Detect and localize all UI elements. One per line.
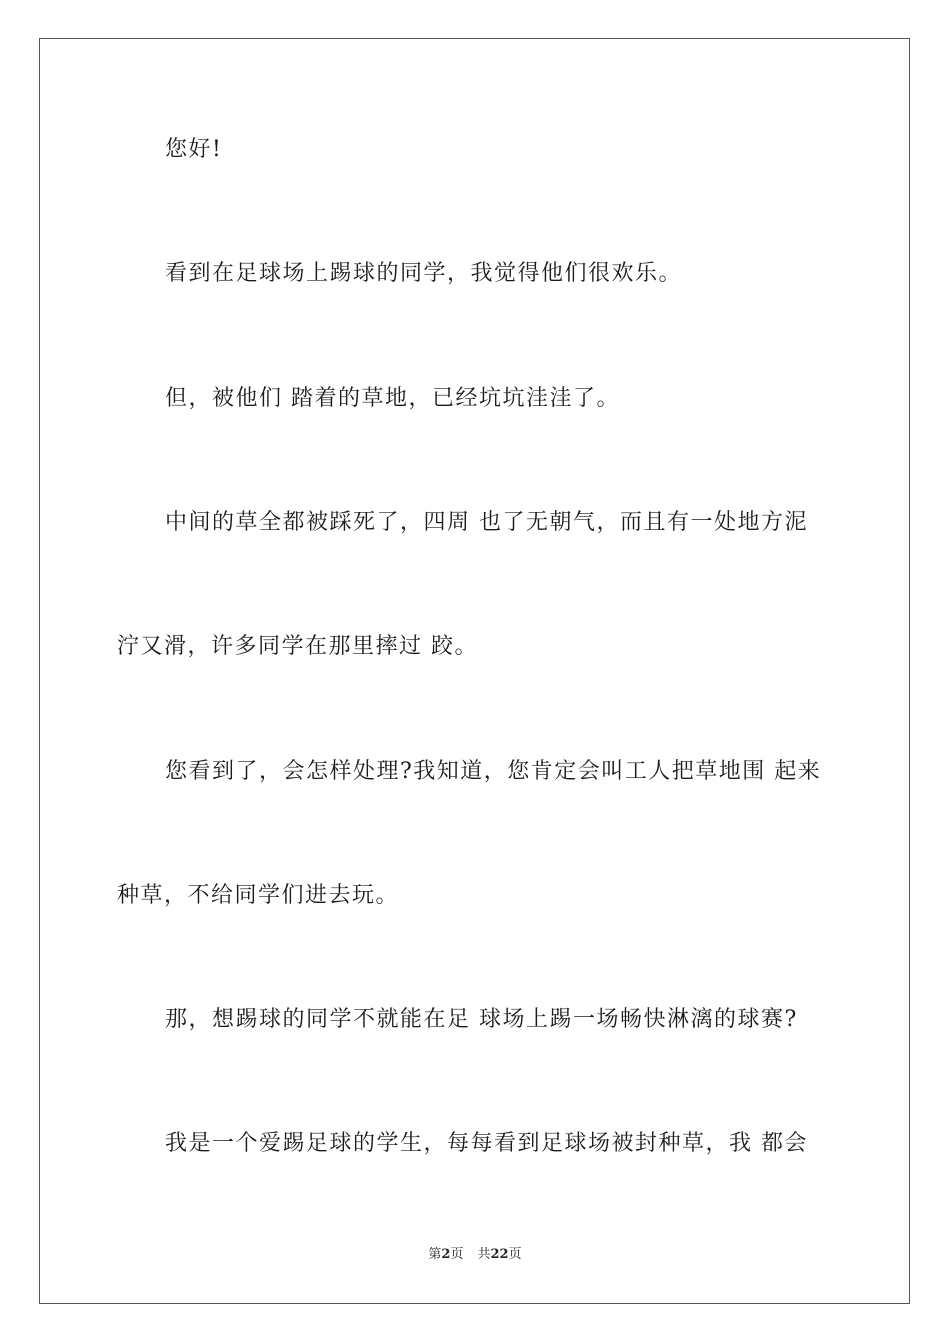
text-line: 那，想踢球的同学不就能在足 球场上踢一场畅快淋漓的球赛?	[165, 1007, 798, 1032]
text-line: 种草，不给同学们进去玩。	[117, 883, 400, 908]
footer-total-suffix: 页	[508, 1247, 522, 1262]
footer-page-suffix: 页	[450, 1247, 464, 1262]
page-border	[39, 38, 910, 1304]
text-line: 看到在足球场上踢球的同学，我觉得他们很欢乐。	[165, 261, 683, 286]
text-line-greeting: 您好!	[165, 137, 223, 162]
footer-total-prefix: 共	[477, 1247, 491, 1262]
page-footer	[0, 1246, 950, 1264]
text-line: 泞又滑，许多同学在那里摔过 跤。	[117, 634, 478, 659]
text-line: 我是一个爱踢足球的学生，每每看到足球场被封种草，我 都会	[165, 1131, 808, 1156]
text-line: 您看到了，会怎样处理?我知道，您肯定会叫工人把草地围 起来	[165, 759, 822, 784]
footer-page-number: 2	[441, 1247, 451, 1262]
text-line: 中间的草全都被踩死了，四周 也了无朝气，而且有一处地方泥	[165, 510, 808, 535]
footer-page-prefix: 第	[428, 1247, 442, 1262]
footer-total-number: 22	[490, 1247, 509, 1262]
text-line: 但，被他们 踏着的草地，已经坑坑洼洼了。	[165, 386, 620, 411]
